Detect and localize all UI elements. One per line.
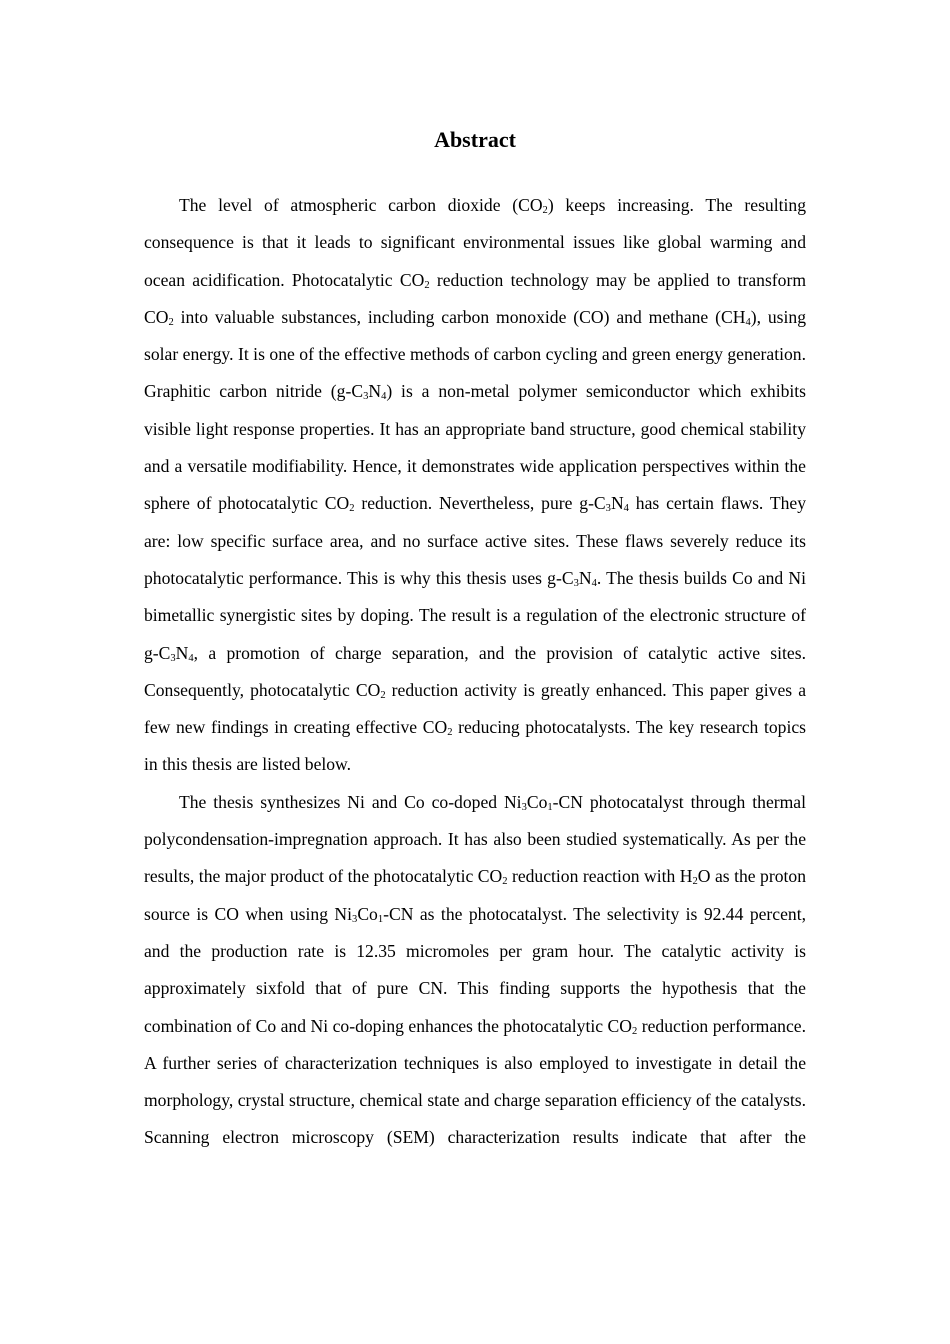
subscript: 4 bbox=[188, 652, 194, 664]
text-run: reduction performance. A further series of characterization techniques is also employed to investigate in detail the morphology, crystal structure, chemical state and charge separation efficiency of the catalysts. Scanning electron microscopy (SEM) characterization results indicate that after the bbox=[144, 1015, 806, 1148]
subscript: 3 bbox=[170, 652, 176, 664]
subscript: 2 bbox=[424, 279, 430, 291]
text-run: ) keeps increasing. The resulting consequence is that it leads to significant environmental issues like global warming and ocean acidification. Photocatalytic CO bbox=[144, 195, 806, 290]
abstract-paragraph-2 bbox=[144, 784, 806, 1157]
subscript: 2 bbox=[502, 876, 508, 888]
subscript: 1 bbox=[377, 913, 384, 925]
text-run: Co bbox=[526, 791, 548, 812]
text-run: into valuable substances, including carbon monoxide (CO) and methane (CH bbox=[173, 306, 746, 327]
text-run: N bbox=[610, 493, 624, 514]
text-run: Co bbox=[357, 903, 378, 924]
subscript: 4 bbox=[623, 503, 629, 515]
text-run: -CN photocatalyst through thermal polycondensation-impregnation approach. It has also been studied systematically. As per the results, the major product of the photocatalytic CO bbox=[144, 791, 806, 887]
text-run: reduction reaction with H bbox=[507, 866, 693, 887]
subscript: 3 bbox=[605, 503, 611, 515]
text-run: reducing photocatalysts. The key research topics in this thesis are listed below. bbox=[144, 717, 806, 775]
subscript: 4 bbox=[591, 577, 597, 589]
text-run: ), using solar energy. It is one of the effective methods of carbon cycling and green energy generation. Graphitic carbon nitride (g-C bbox=[144, 306, 806, 402]
subscript: 2 bbox=[542, 204, 548, 216]
subscript: 3 bbox=[363, 391, 369, 403]
subscript: 3 bbox=[521, 801, 527, 813]
subscript: 2 bbox=[349, 503, 355, 515]
subscript: 2 bbox=[380, 689, 386, 701]
subscript: 3 bbox=[573, 577, 579, 589]
text-run: -CN as the photocatalyst. The selectivity is 92.44 percent, and the production rate is 12.35 micromoles per gram hour. The catalytic activity is approximately sixfold that of pure CN. This finding supports the hypothesis that the combination of Co and Ni co-doping enhances the photocatalytic CO bbox=[144, 903, 806, 1036]
text-run: , a promotion of charge separation, and the provision of catalytic active sites. Consequently, photocatalytic CO bbox=[144, 642, 806, 700]
abstract-paragraph-1 bbox=[144, 187, 806, 784]
subscript: 2 bbox=[168, 316, 174, 328]
text-run: N bbox=[175, 642, 189, 663]
subscript: 2 bbox=[631, 1025, 638, 1037]
text-run: N bbox=[578, 567, 592, 588]
text-run: ) is a non-metal polymer semiconductor which exhibits visible light response properties. It has an appropriate band structure, good chemical stability and a versatile modifiability. Hence, it demonstrates wide application perspectives within the sphere of photocatalytic CO bbox=[144, 381, 806, 514]
text-run: The level of atmospheric carbon dioxide (CO bbox=[179, 195, 543, 215]
subscript: 2 bbox=[447, 727, 453, 739]
text-run: The thesis synthesizes Ni and Co co-doped Ni bbox=[179, 791, 522, 812]
text-run: has certain flaws. They are: low specific surface area, and no surface active sites. These flaws severely reduce its photocatalytic performance. This is why this thesis uses g-C bbox=[144, 493, 806, 588]
text-run: reduction. Nevertheless, pure g-C bbox=[354, 493, 606, 514]
subscript: 1 bbox=[547, 801, 553, 813]
text-run: O as the proton source is CO when using Ni bbox=[144, 866, 806, 924]
abstract-body bbox=[144, 187, 806, 1157]
subscript: 4 bbox=[745, 316, 751, 328]
page-title: Abstract bbox=[434, 127, 516, 152]
subscript: 4 bbox=[381, 391, 387, 403]
subscript: 3 bbox=[352, 913, 358, 925]
text-run: N bbox=[368, 381, 382, 402]
text-run: . The thesis builds Co and Ni bimetallic synergistic sites by doping. The result is a regulation of the electronic structure of g-C bbox=[144, 567, 806, 663]
text-run: reduction activity is greatly enhanced. This paper gives a few new findings in creating effective CO bbox=[144, 679, 807, 738]
subscript: 2 bbox=[692, 876, 698, 888]
text-run: reduction technology may be applied to transform CO bbox=[144, 269, 806, 327]
